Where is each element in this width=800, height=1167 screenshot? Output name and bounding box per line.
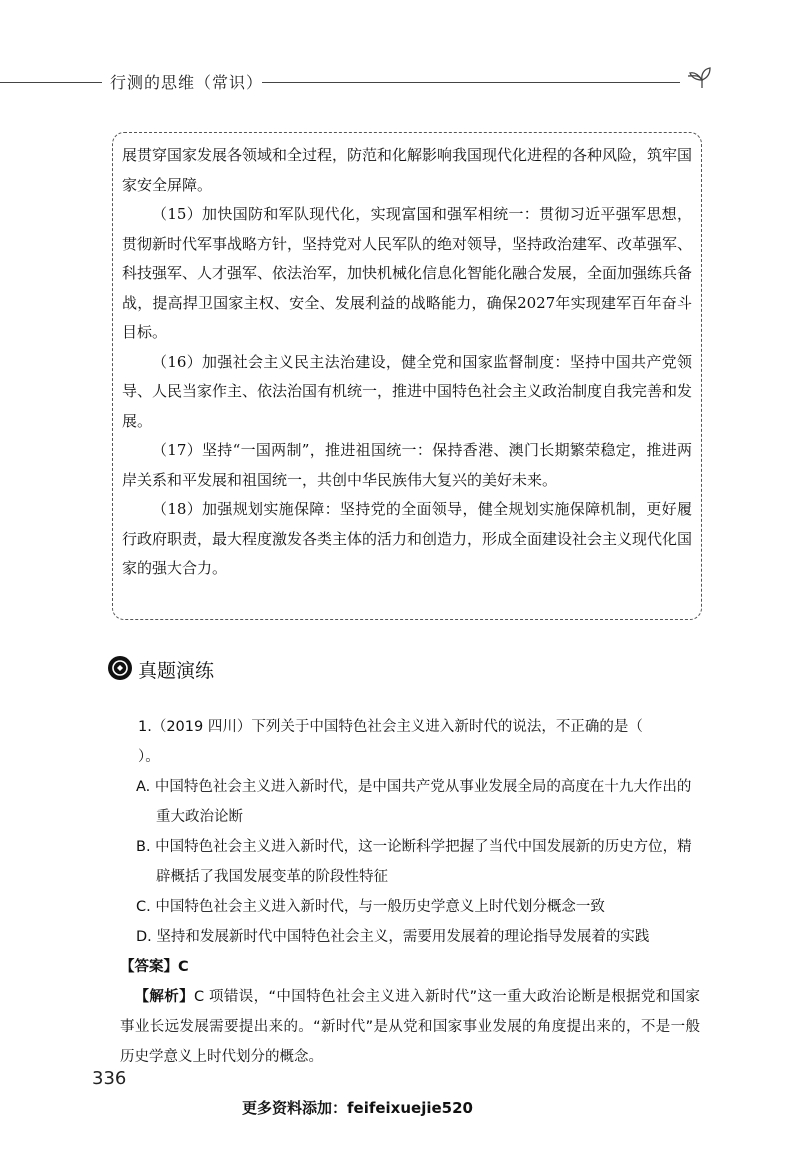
box-paragraph: （18）加强规划实施保障：坚持党的全面领导，健全规划实施保障机制，更好履行政府职责，最大程度激发各类主体的活力和创造力，形成全面建设社会主义现代化国家的强大合力。 xyxy=(122,500,693,577)
box-paragraph: （16）加强社会主义民主法治建设，健全党和国家监督制度：坚持中国共产党领导、人民当家作主、依法治国有机统一，推进中国特色社会主义政治制度自我完善和发展。 xyxy=(122,352,693,430)
answer-label: 【答案】 xyxy=(120,959,178,975)
question-stem-text: 1.（2019 四川）下列关于中国特色社会主义进入新时代的说法，不正确的是（ xyxy=(138,719,643,735)
section-title: 真题演练 xyxy=(138,660,215,682)
header-rule-right xyxy=(262,82,680,83)
option-d: D. 坚持和发展新时代中国特色社会主义，需要用发展着的理论指导发展着的实践 xyxy=(136,929,650,945)
box-paragraph: 展贯穿国家发展各领域和全过程，防范和化解影响我国现代化进程的各种风险，筑牢国家安全屏障。 xyxy=(122,146,693,194)
question-block xyxy=(120,712,700,1072)
page-number: 336 xyxy=(92,1068,127,1089)
sprout-icon xyxy=(684,62,720,94)
option-b: B. 中国特色社会主义进入新时代，这一论断科学把握了当代中国发展新的历史方位，精辟概括了我国发展变革的阶段性特征 xyxy=(136,839,692,885)
analysis-label: 【解析】 xyxy=(134,989,194,1005)
policy-text-content xyxy=(122,141,692,584)
answer-line xyxy=(120,952,700,982)
box-paragraph: （17）坚持“一国两制”，推进祖国统一：保持香港、澳门长期繁荣稳定，推进两岸关系和平发展和祖国统一，共创中华民族伟大复兴的美好未来。 xyxy=(122,441,692,489)
option-c: C. 中国特色社会主义进入新时代，与一般历史学意义上时代划分概念一致 xyxy=(136,899,605,915)
book-title: 行测的思维（常识） xyxy=(110,73,264,92)
option-a: A. 中国特色社会主义进入新时代，是中国共产党从事业发展全局的高度在十九大作出的重大政治论断 xyxy=(136,779,692,825)
question-stem xyxy=(120,712,700,772)
header-rule-left xyxy=(0,82,102,83)
practice-badge-icon xyxy=(108,656,132,680)
box-paragraph: （15）加快国防和军队现代化，实现富国和强军相统一：贯彻习近平强军思想，贯彻新时代军事战略方针，坚持党对人民军队的绝对领导，坚持政治建军、改革强军、科技强军、人才强军、依法治军，加快机械化信息化智能化融合发展，全面加强练兵备战，提高捍卫国家主权、安全、发展利益的战略能力，确保2027年实现建军百年奋斗目标。 xyxy=(122,205,693,341)
analysis-paragraph xyxy=(120,982,700,1072)
footer-note: 更多资料添加：feifeixuejie520 xyxy=(242,1099,473,1117)
page-header xyxy=(0,62,800,102)
analysis-text: C 项错误，“中国特色社会主义进入新时代”这一重大政治论断是根据党和国家事业长远发展需要提出来的。“新时代”是从党和国家事业发展的角度提出来的，不是一般历史学意义上时代划分的概念。 xyxy=(120,989,700,1065)
question-stem-end: ）。 xyxy=(138,749,160,765)
answer-value: C xyxy=(178,959,189,975)
